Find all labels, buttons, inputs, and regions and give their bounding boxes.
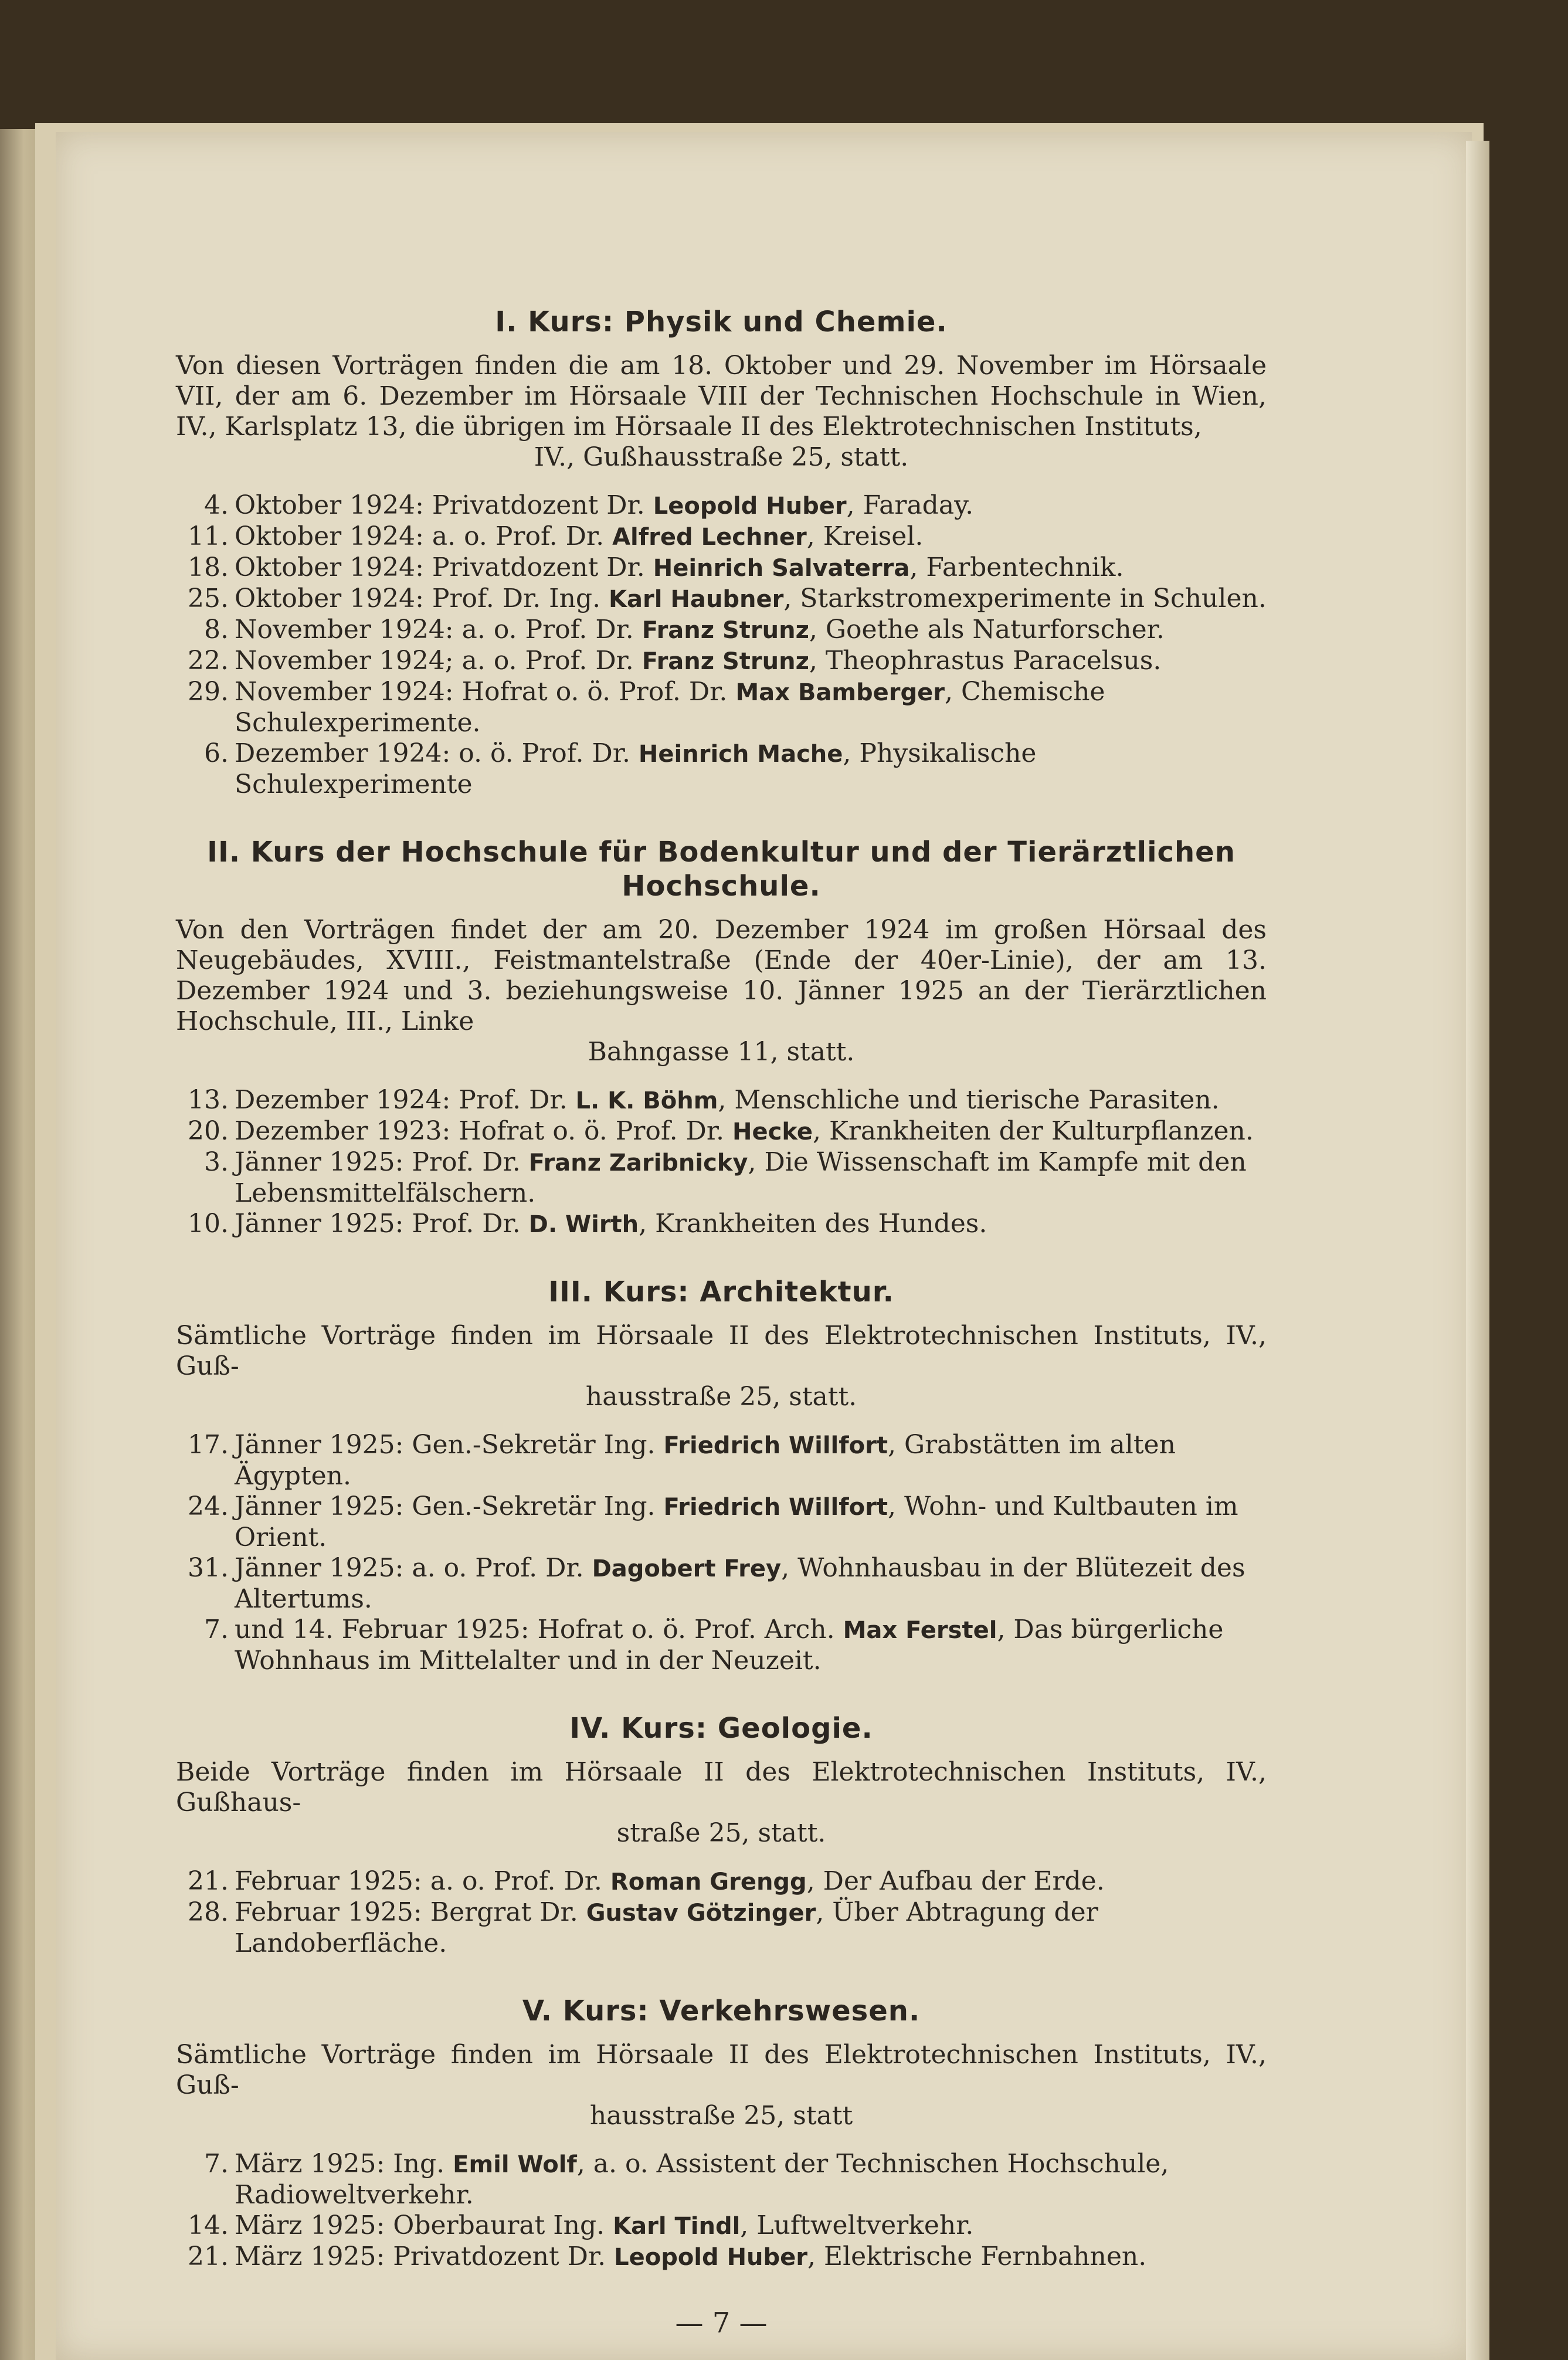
lecture-day: 18.	[188, 552, 229, 582]
lecture-entry	[176, 677, 1267, 738]
page-number: — 7 —	[675, 2307, 768, 2339]
lecture-entry	[176, 1491, 1267, 1553]
page-edge	[1466, 141, 1489, 2360]
section-intro-tail: hausstraße 25, statt.	[585, 1382, 857, 1412]
lecture-topic: , Das bürgerliche Wohnhaus im Mittelalter und in der Neuzeit.	[235, 1615, 1224, 1676]
lecturer-name: Gustav Götzinger	[586, 1900, 816, 1927]
section-intro-tail: IV., Gußhausstraße 25, statt.	[534, 442, 909, 472]
lecture-day: 13.	[188, 1085, 229, 1115]
lecture-entry	[176, 490, 1267, 521]
lecture-topic: , Wohn- und Kultbauten im Orient.	[235, 1491, 1238, 1552]
lecture-date-and-title: November 1924: a. o. Prof. Dr.	[235, 615, 642, 645]
lecture-date-and-title: Jänner 1925: a. o. Prof. Dr.	[235, 1553, 592, 1583]
lecture-entry	[176, 646, 1267, 677]
lecture-entry	[176, 1897, 1267, 1959]
lecture-day: 21.	[188, 2242, 229, 2271]
lecture-day: 24.	[188, 1491, 229, 1521]
lecturer-name: Leopold Huber	[653, 493, 847, 520]
section-intro-text: Sämtliche Vorträge finden im Hörsaale II des Elektrotechnischen Instituts, IV., Guß-	[176, 1321, 1267, 1381]
lecture-date-and-title: November 1924; a. o. Prof. Dr.	[235, 646, 642, 676]
lecturer-name: Heinrich Mache	[638, 741, 843, 768]
lecturer-name: Karl Tindl	[613, 2213, 741, 2240]
lecture-text	[235, 584, 1267, 615]
lecture-day: 4.	[204, 490, 229, 520]
lecture-entry	[176, 1116, 1267, 1147]
lecture-entry	[176, 1866, 1267, 1897]
section-title: IV. Kurs: Geologie.	[569, 1712, 873, 1745]
lecture-entry	[176, 521, 1267, 552]
lecture-day: 7.	[204, 2149, 229, 2179]
page-content	[176, 305, 1267, 2338]
lecture-text	[235, 677, 1267, 738]
lecture-list	[176, 1866, 1267, 1959]
section-intro-text: Von den Vorträgen findet der am 20. Dezember 1924 im großen Hörsaal des Neugebäudes, XVIII., Feistmantelstraße (Ende der 40er-Linie), der am 13. Dezember 1924 und 3. beziehungsweise 10. Jänner 1925 an der Tierärztlichen Hochschule, III., Linke	[176, 915, 1267, 1036]
lecture-entry	[176, 1430, 1267, 1491]
lecture-topic: , Farbentechnik.	[909, 552, 1124, 582]
lecturer-name: Hecke	[732, 1118, 813, 1145]
lecture-topic: , Theophrastus Paracelsus.	[809, 646, 1162, 676]
lecture-date-and-title: und 14. Februar 1925: Hofrat o. ö. Prof. Arch.	[235, 1615, 843, 1644]
lecture-day: 10.	[188, 1209, 229, 1239]
lecture-day: 22.	[188, 646, 229, 676]
lecture-date-and-title: Dezember 1924: o. ö. Prof. Dr.	[235, 738, 639, 768]
lecture-day: 25.	[188, 584, 229, 613]
lecture-day: 17.	[188, 1430, 229, 1460]
lecturer-name: Max Ferstel	[843, 1617, 997, 1644]
lecture-date-and-title: Februar 1925: a. o. Prof. Dr.	[235, 1866, 610, 1896]
lecture-topic: , Chemische Schulexperimente.	[235, 677, 1105, 738]
lecture-date-and-title: Oktober 1924: Privatdozent Dr.	[235, 490, 653, 520]
lecturer-name: Heinrich Salvaterra	[653, 555, 910, 582]
lecturer-name: Friedrich Willfort	[663, 1494, 888, 1521]
lecture-date-and-title: Jänner 1925: Gen.-Sekretär Ing.	[235, 1430, 664, 1460]
section-title: III. Kurs: Architektur.	[548, 1276, 894, 1308]
lecture-text	[235, 1897, 1267, 1959]
lecture-text	[235, 1116, 1267, 1147]
lecture-day: 3.	[204, 1147, 229, 1177]
lecture-topic: , Über Abtragung der Landoberfläche.	[235, 1897, 1098, 1958]
lecturer-name: Alfred Lechner	[612, 524, 807, 551]
section-title: I. Kurs: Physik und Chemie.	[495, 306, 948, 338]
lecturer-name: Leopold Huber	[614, 2244, 808, 2271]
lecture-date-and-title: Jänner 1925: Gen.-Sekretär Ing.	[235, 1491, 664, 1521]
lecture-topic: , Physikalische Schulexperimente	[235, 738, 1037, 799]
section-intro	[176, 1321, 1267, 1412]
lecture-text	[235, 2149, 1267, 2210]
lecture-entry	[176, 738, 1267, 800]
lecture-text	[235, 2242, 1267, 2273]
lecture-entry	[176, 584, 1267, 615]
lecture-date-and-title: Jänner 1925: Prof. Dr.	[235, 1147, 529, 1177]
section-title: II. Kurs der Hochschule für Bodenkultur und der Tierärztlichen Hochschule.	[207, 836, 1236, 903]
lecture-topic: , Starkstromexperimente in Schulen.	[783, 584, 1267, 613]
lecture-text	[235, 521, 1267, 552]
section-title: V. Kurs: Verkehrswesen.	[522, 1995, 921, 2027]
lecturer-name: Roman Grengg	[610, 1869, 807, 1896]
lecture-text	[235, 2210, 1267, 2242]
lecture-topic: , Faraday.	[846, 490, 974, 520]
lecture-text	[235, 552, 1267, 584]
lecture-text	[235, 1615, 1267, 1676]
lecture-entry	[176, 2210, 1267, 2242]
lecturer-name: L. K. Böhm	[575, 1087, 718, 1114]
section-intro	[176, 351, 1267, 473]
lecture-day: 11.	[188, 521, 229, 551]
lecture-text	[235, 1866, 1267, 1897]
lecture-topic: , Goethe als Naturforscher.	[809, 615, 1165, 645]
lecture-date-and-title: März 1925: Ing.	[235, 2149, 453, 2179]
lecture-entry	[176, 615, 1267, 646]
lecture-list	[176, 1085, 1267, 1240]
lecture-day: 28.	[188, 1897, 229, 1927]
lecture-topic: , Kreisel.	[806, 521, 924, 551]
lecture-topic: , Der Aufbau der Erde.	[806, 1866, 1105, 1896]
lecture-day: 21.	[188, 1866, 229, 1896]
lecturer-name: Franz Strunz	[642, 648, 809, 675]
lecturer-name: Friedrich Willfort	[663, 1432, 888, 1459]
lecture-date-and-title: Februar 1925: Bergrat Dr.	[235, 1897, 586, 1927]
lecturer-name: Franz Zaribnicky	[528, 1150, 748, 1176]
lecture-list	[176, 490, 1267, 800]
lecture-day: 8.	[204, 615, 229, 645]
section-intro	[176, 915, 1267, 1067]
lecture-date-and-title: Oktober 1924: Privatdozent Dr.	[235, 552, 653, 582]
lecture-list	[176, 1430, 1267, 1676]
lecture-text	[235, 490, 1267, 521]
lecture-date-and-title: Jänner 1925: Prof. Dr.	[235, 1209, 529, 1239]
lecture-text	[235, 615, 1267, 646]
section-intro-text: Von diesen Vorträgen finden die am 18. Oktober und 29. November im Hörsaale VII, der am 6. Dezember im Hörsaale VIII der Technischen Hochschule in Wien, IV., Karlsplatz 13, die übrigen im Hörsaale II des Elektrotechnischen Instituts,	[176, 351, 1267, 442]
lecture-entry	[176, 1553, 1267, 1615]
lecture-text	[235, 1553, 1267, 1615]
lecture-topic: , Wohnhausbau in der Blütezeit des Altertums.	[235, 1553, 1245, 1614]
lecture-topic: , Elektrische Fernbahnen.	[807, 2242, 1147, 2271]
section-intro	[176, 2040, 1267, 2131]
lecture-date-and-title: März 1925: Oberbaurat Ing.	[235, 2210, 613, 2240]
lecture-day: 7.	[204, 1615, 229, 1644]
section-intro-text: Sämtliche Vorträge finden im Hörsaale II des Elektrotechnischen Instituts, IV., Guß-	[176, 2040, 1267, 2100]
lecture-text	[235, 1085, 1267, 1116]
lecture-day: 29.	[188, 677, 229, 707]
lecture-list	[176, 2149, 1267, 2273]
section-intro-text: Beide Vorträge finden im Hörsaale II des Elektrotechnischen Instituts, IV., Gußhaus-	[176, 1757, 1267, 1818]
lecture-date-and-title: Oktober 1924: a. o. Prof. Dr.	[235, 521, 613, 551]
section-intro-tail: hausstraße 25, statt	[589, 2101, 853, 2131]
section-intro-tail: straße 25, statt.	[616, 1818, 826, 1848]
lecture-text	[235, 1147, 1267, 1209]
lecture-date-and-title: Oktober 1924: Prof. Dr. Ing.	[235, 584, 609, 613]
lecture-text	[235, 1491, 1267, 1553]
lecture-day: 6.	[204, 738, 229, 768]
lecturer-name: D. Wirth	[528, 1211, 639, 1238]
lecture-entry	[176, 2242, 1267, 2273]
lecture-text	[235, 646, 1267, 677]
lecture-day: 14.	[188, 2210, 229, 2240]
lecture-topic: , Krankheiten des Hundes.	[639, 1209, 987, 1239]
lecture-text	[235, 738, 1267, 800]
lecturer-name: Franz Strunz	[642, 617, 809, 644]
lecturer-name: Emil Wolf	[453, 2151, 577, 2178]
lecture-date-and-title: November 1924: Hofrat o. ö. Prof. Dr.	[235, 677, 736, 707]
lecture-entry	[176, 1147, 1267, 1209]
section-intro	[176, 1757, 1267, 1849]
lecture-topic: , a. o. Assistent der Technischen Hochschule, Radioweltverkehr.	[235, 2149, 1169, 2210]
lecture-entry	[176, 2149, 1267, 2210]
lecture-entry	[176, 1615, 1267, 1676]
lecture-topic: , Grabstätten im alten Ägypten.	[235, 1430, 1176, 1491]
section-intro-tail: Bahngasse 11, statt.	[588, 1037, 855, 1067]
lecture-text	[235, 1430, 1267, 1491]
lecture-day: 31.	[188, 1553, 229, 1583]
lecture-day: 20.	[188, 1116, 229, 1146]
lecture-entry	[176, 1085, 1267, 1116]
lecturer-name: Karl Haubner	[609, 586, 784, 613]
lecture-topic: , Menschliche und tierische Parasiten.	[718, 1085, 1220, 1115]
lecture-entry	[176, 1209, 1267, 1240]
lecture-topic: , Krankheiten der Kulturpflanzen.	[812, 1116, 1254, 1146]
lecture-date-and-title: März 1925: Privatdozent Dr.	[235, 2242, 615, 2271]
lecturer-name: Max Bamberger	[735, 679, 945, 706]
lecture-date-and-title: Dezember 1923: Hofrat o. ö. Prof. Dr.	[235, 1116, 732, 1146]
lecture-topic: , Die Wissenschaft im Kampfe mit den Lebensmittelfälschern.	[235, 1147, 1247, 1208]
lecture-topic: , Luftweltverkehr.	[740, 2210, 974, 2240]
lecture-text	[235, 1209, 1267, 1240]
lecture-entry	[176, 552, 1267, 584]
lecture-date-and-title: Dezember 1924: Prof. Dr.	[235, 1085, 576, 1115]
lecturer-name: Dagobert Frey	[592, 1555, 782, 1582]
